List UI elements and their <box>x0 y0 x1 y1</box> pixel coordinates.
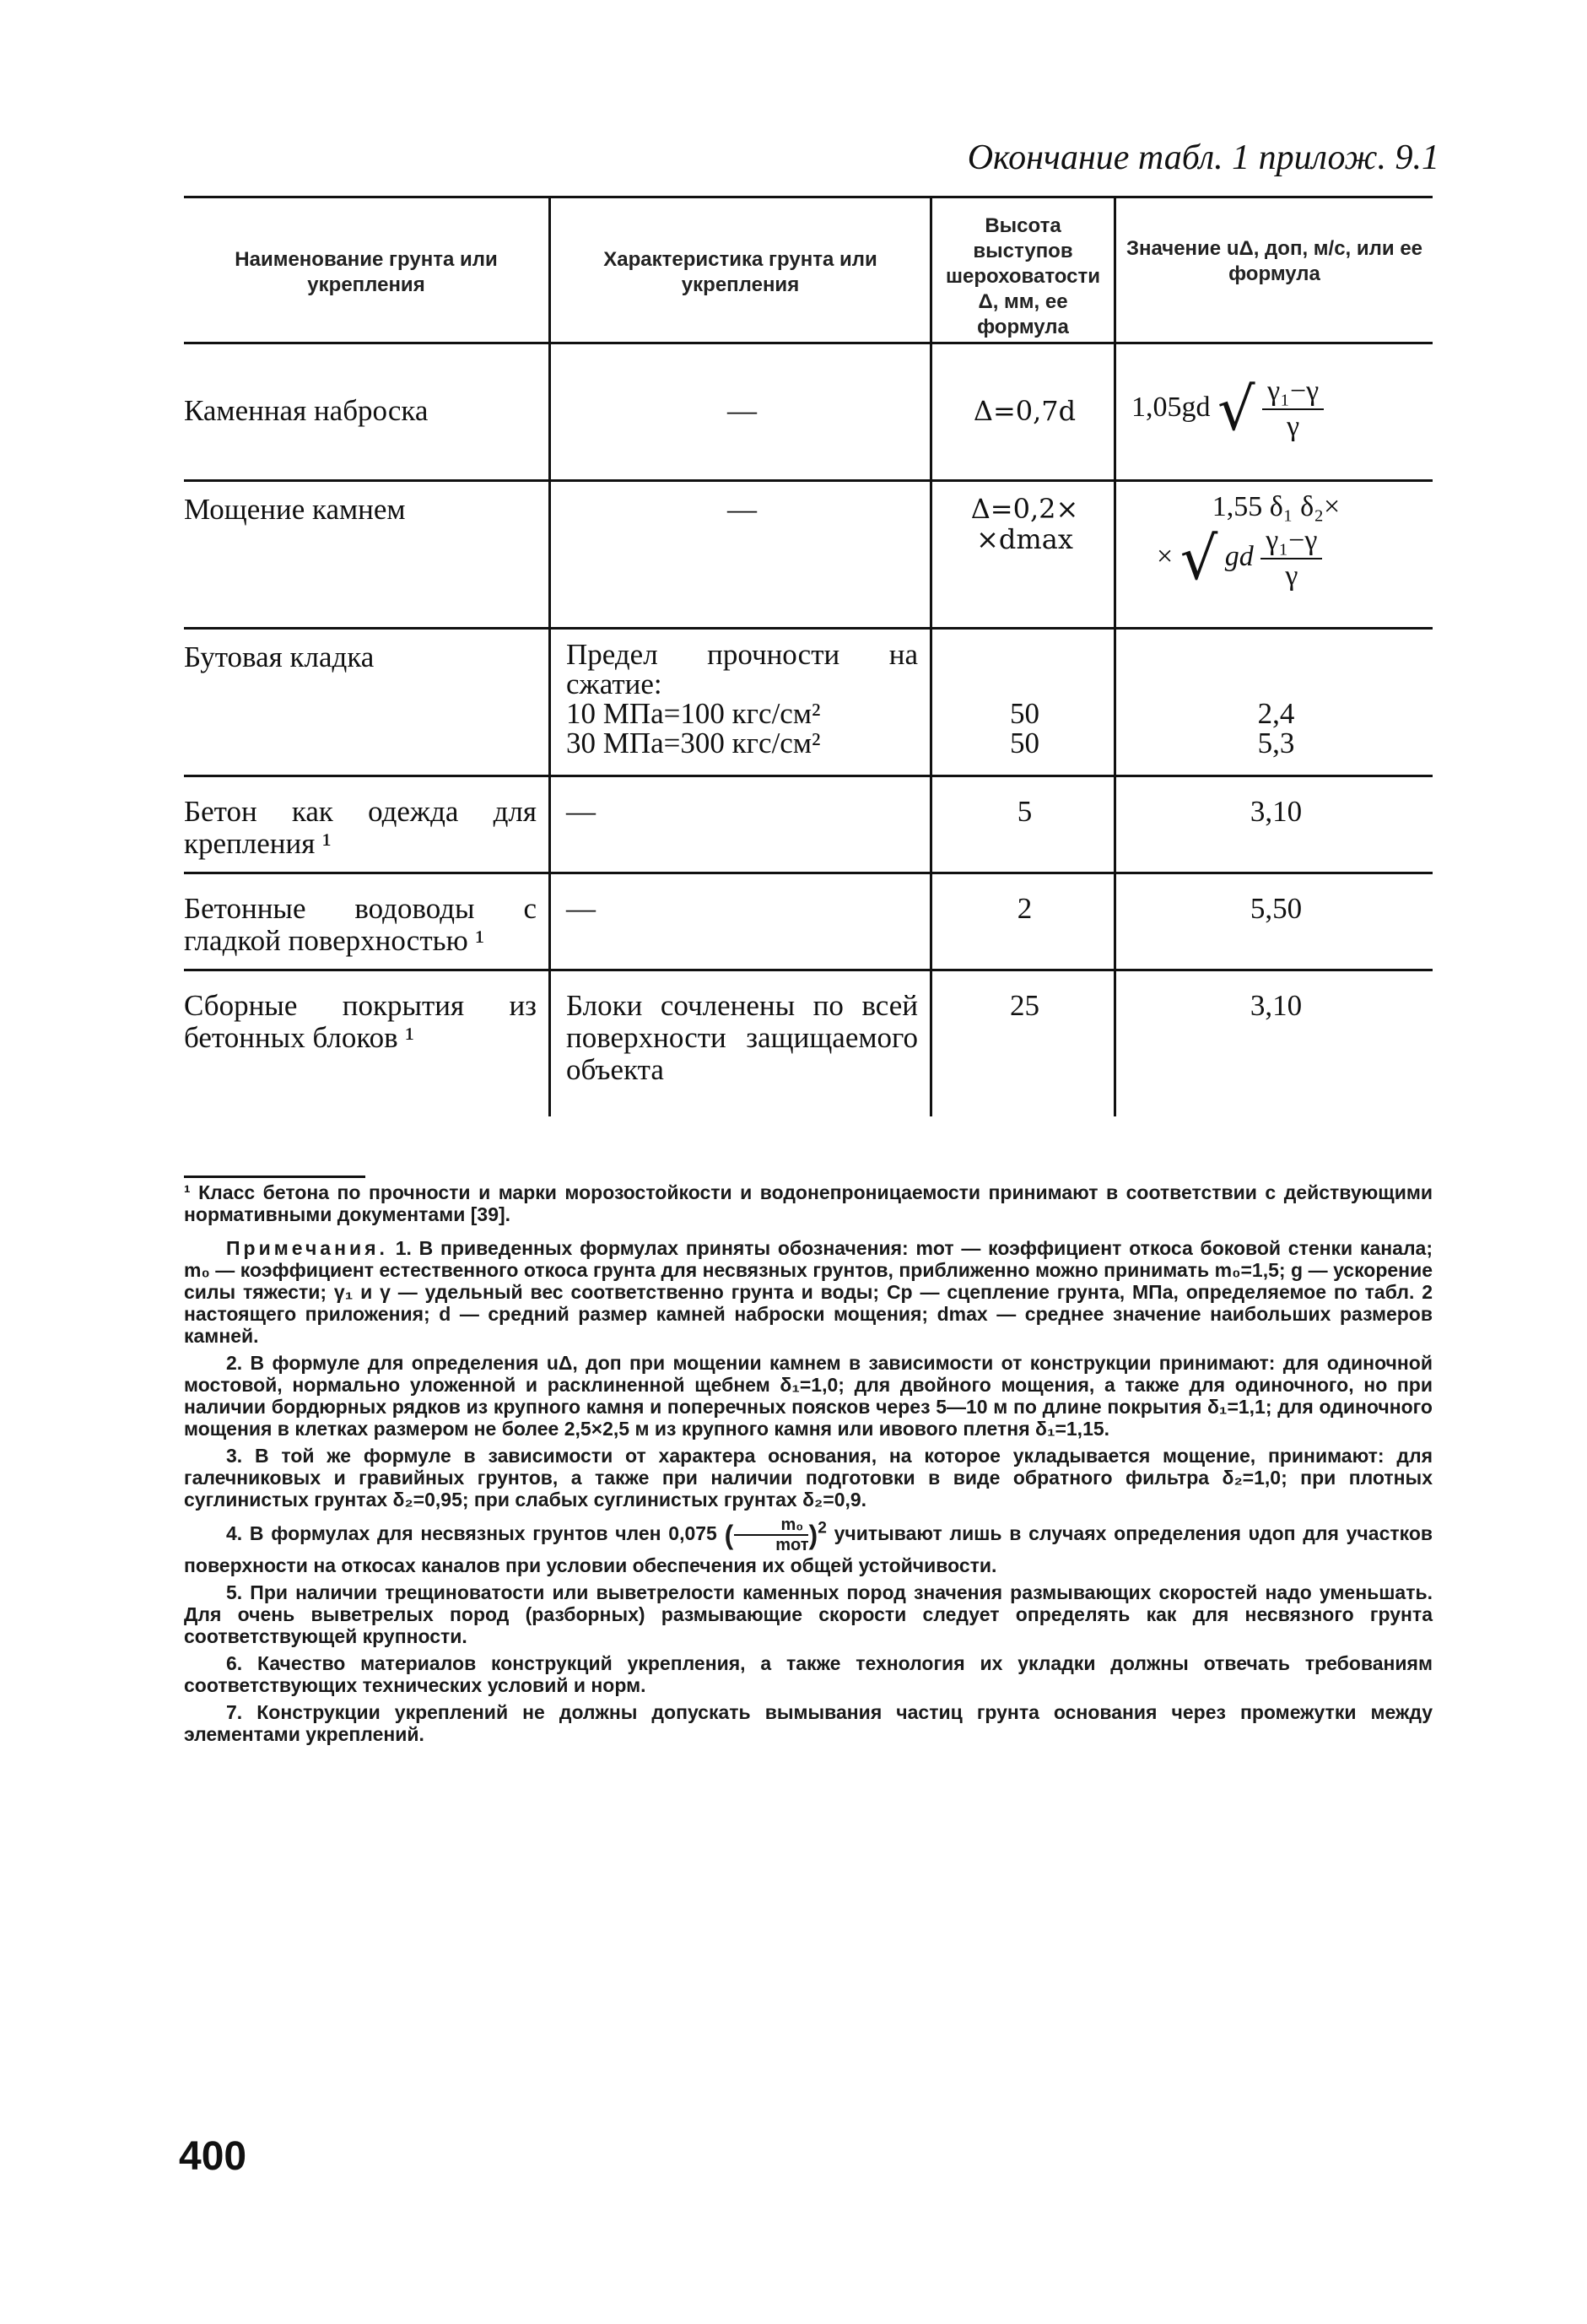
row-height: 2 <box>1017 892 1033 925</box>
row-characteristic: Блоки сочленены по всей поверхности защищаемого объекта <box>566 989 918 1086</box>
table-row <box>184 777 1433 874</box>
note-4: 4. В формулах для несвязных грунтов член 0,075 ( $\frac{\text{m₀}}{\text{mот}}$ )$^2$ учитывают лишь в случаях определения υдоп для участков поверхности на откосах каналов при условии обеспечения их общей устойчивости. <box>184 1516 1433 1576</box>
note-3: 3. В той же формуле в зависимости от характера основания, на которое укладывается мощение, принимают: для галечниковых и гравийных грунтов, а также при наличии подготовки в виде обратного фильтра δ₂=1,0; при плотных суглинистых грунтах δ₂=0,95; при слабых суглинистых грунтах δ₂=0,9. <box>184 1445 1433 1511</box>
column-header-characteristic: Характеристика грунта или укрепления <box>548 198 930 342</box>
note-2: 2. В формуле для определения uΔ, доп при мощении камнем в зависимости от конструкции принимают: для одиночной мостовой, нормально уложенной и расклиненной щебнем δ₁=1,0; для двойного мощения, а также для одиночного, но при наличии бордюрных рядков из крупного камня и поперечных поясков через 5—10 м по длине покрытия δ₁=1,1; для одиночного мощения в клетках размером не более 2,5×2,5 м из крупного камня или ивового плетня δ₁=1,15. <box>184 1352 1433 1440</box>
page-number: 400 <box>179 2134 247 2179</box>
row-value: 3,10 <box>1250 989 1303 1022</box>
note-6: 6. Качество материалов конструкций укрепления, а также технология их укладки должны отвечать требованиям соответствующих технических условий и норм. <box>184 1652 1433 1696</box>
column-header-name: Наименование грунта или укрепления <box>235 248 498 296</box>
row-value: 2,4 5,3 <box>1257 697 1295 759</box>
sqrt-symbol: √ <box>1179 524 1218 593</box>
formula-coef: 1,05gd <box>1131 391 1211 423</box>
row-formula <box>1116 344 1433 444</box>
row-characteristic: — <box>727 394 757 427</box>
row-characteristic: — <box>566 892 596 925</box>
table-row <box>184 482 1433 630</box>
row-height: 50 50 <box>1010 697 1039 759</box>
footnote: ¹ Класс бетона по прочности и марки морозостойкости и водонепроницаемости принимают в соответствии с действующими нормативными документами [39]. <box>184 1181 1433 1225</box>
table-row <box>184 630 1433 777</box>
row-height: 5 <box>1017 795 1033 828</box>
row-name: Сборные покрытия из бетонных блоков ¹ <box>184 989 537 1054</box>
footnote-rule <box>184 1176 365 1178</box>
note-1: Примечания. 1. В приведенных формулах приняты обозначения: mот — коэффициент откоса боковой стенки канала; m₀ — коэффициент естественного откоса грунта для несвязных грунтов, приближенно можно принимать m₀=1,5; g — ускорение силы тяжести; γ₁ и γ — удельный вес соответственно грунта и воды; Cр — сцепление грунта, МПа, определяемое по табл. 2 настоящего приложения; d — средний размер камней наброски мощения; dmax — среднее значение наибольших размеров камней. <box>184 1237 1433 1347</box>
row-value: 3,10 <box>1250 795 1303 828</box>
page-header: Окончание табл. 1 прилож. 9.1 <box>967 138 1439 177</box>
row-name: Бетон как одежда для крепления ¹ <box>184 795 537 860</box>
note-5: 5. При наличии трещиноватости или выветрелости каменных пород значения размывающих скоростей надо уменьшать. Для очень выветрелых пород (разборных) размывающие скорости следует определять как для несвязного грунта соответствующей крупности. <box>184 1581 1433 1647</box>
formula-fraction: $\frac{\text{γ₁−γ}}{\gamma}$ <box>1262 375 1324 444</box>
row-formula: 1,55 δ₁ δ₂× × √ gd $\frac{\text{γ₁−γ}}{\gamma}$ <box>1157 491 1341 593</box>
table-row <box>184 344 1433 482</box>
row-name: Мощение камнем <box>184 493 406 526</box>
row-height: Δ=0,7d <box>973 395 1077 427</box>
row-value: 5,50 <box>1250 892 1303 925</box>
formula-fraction: $\frac{\text{γ₁−γ}}{\gamma}$ <box>1260 524 1322 593</box>
table-row <box>184 971 1433 1116</box>
note-7: 7. Конструкции укреплений не должны допускать вымывания частиц грунта основания через промежутки между элементами укреплений. <box>184 1701 1433 1745</box>
row-name: Каменная наброска <box>184 394 429 427</box>
table-row <box>184 874 1433 971</box>
column-header-roughness: Высота выступов шероховатости Δ, мм, ее формула <box>930 198 1114 342</box>
sqrt-symbol: √ <box>1217 375 1255 444</box>
row-characteristic: — <box>727 493 757 526</box>
notes-section <box>184 1181 1433 1750</box>
row-name: Бутовая кладка <box>184 640 375 673</box>
data-table <box>184 196 1433 1116</box>
table-header-row <box>184 198 1433 344</box>
row-characteristic: — <box>566 795 596 828</box>
row-name: Бетонные водоводы с гладкой поверхностью ¹ <box>184 892 537 957</box>
row-characteristic: Предел прочности на сжатие: 10 МПа=100 кгс/см² 30 МПа=300 кгс/см² <box>566 638 918 759</box>
column-header-velocity: Значение uΔ, доп, м/с, или ее формула <box>1114 198 1433 342</box>
row-height: Δ=0,2× ×dmax <box>970 493 1079 555</box>
row-height: 25 <box>1010 989 1039 1022</box>
